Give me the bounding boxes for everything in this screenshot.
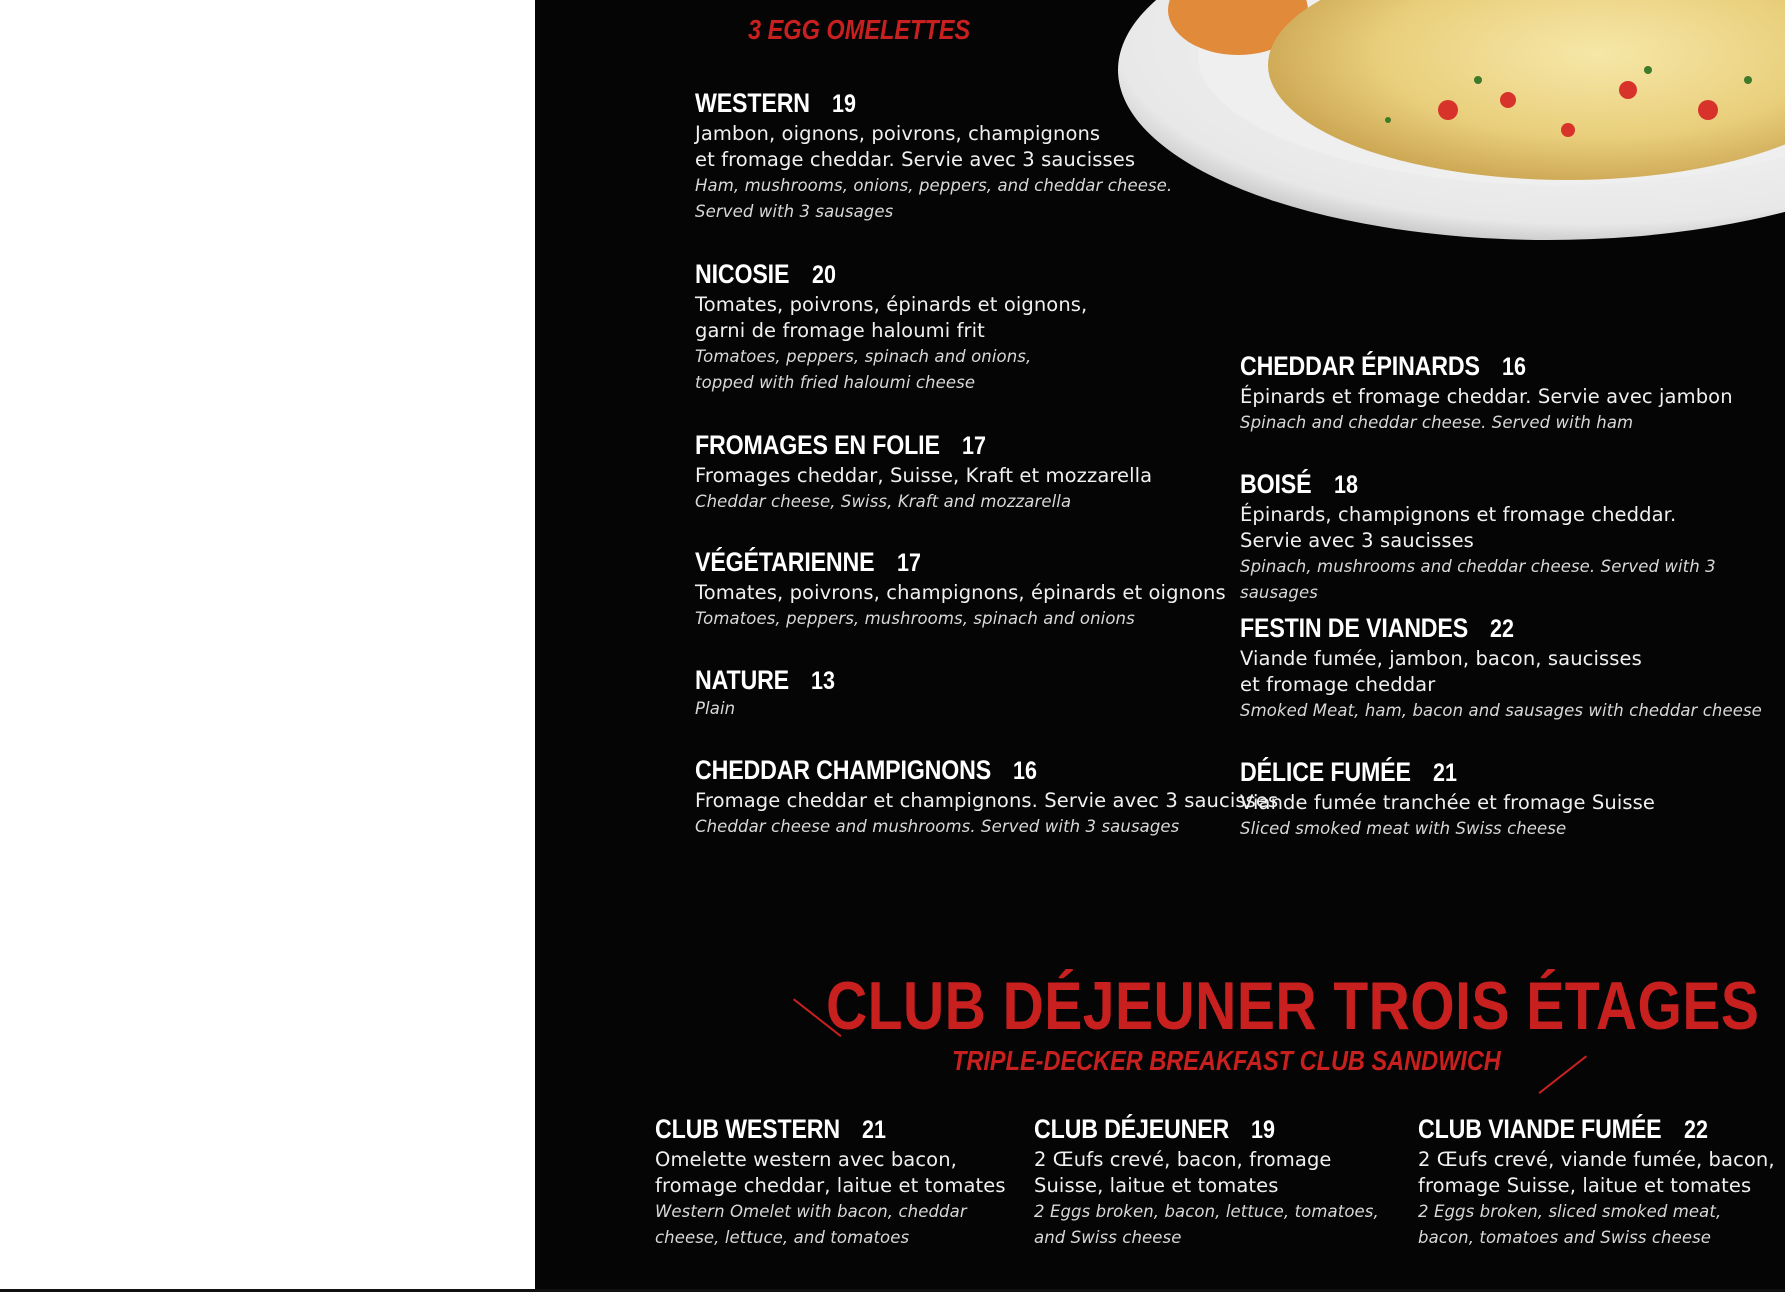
item-description-en: and Swiss cheese [1034, 1228, 1182, 1247]
item-description-fr: Fromage cheddar et champignons. Servie avec 3 saucisses [695, 789, 1279, 812]
item-price: 18 [1333, 471, 1358, 499]
item-price: 21 [1432, 759, 1457, 787]
item-name: CLUB WESTERN [655, 1114, 840, 1144]
item-description-en: Served with 3 sausages [695, 202, 894, 221]
item-description-fr: fromage cheddar, laitue et tomates [655, 1174, 1006, 1197]
item-description-en: Cheddar cheese, Swiss, Kraft and mozzarella [695, 492, 1072, 511]
club-section-title: CLUB DÉJEUNER TROIS ÉTAGES [826, 968, 1760, 1044]
item-heading [1240, 613, 1762, 644]
item-description-fr: Omelette western avec bacon, [655, 1148, 957, 1171]
item-name: FROMAGES EN FOLIE [695, 430, 940, 460]
item-heading [695, 88, 1172, 119]
item-heading [1240, 469, 1781, 500]
item-description-en: 2 Eggs broken, sliced smoked meat, [1418, 1202, 1722, 1221]
item-description-en: Plain [695, 699, 736, 718]
item-description-fr: et fromage cheddar. Servie avec 3 saucisses [695, 148, 1136, 171]
item-description-fr: Tomates, poivrons, épinards et oignons, [695, 293, 1088, 316]
item-name: VÉGÉTARIENNE [695, 547, 875, 577]
item-name: NATURE [695, 665, 789, 695]
menu-item [695, 755, 1278, 840]
omelette-plate-image [1088, 0, 1785, 280]
item-description-en: Cheddar cheese and mushrooms. Served with 3 sausages [695, 817, 1180, 836]
item-description-fr: 2 Œufs crevé, viande fumée, bacon, [1418, 1148, 1775, 1171]
item-heading [695, 259, 1087, 290]
item-description-fr: Épinards et fromage cheddar. Servie avec jambon [1240, 385, 1733, 408]
item-name: WESTERN [695, 88, 810, 118]
item-description-fr: et fromage cheddar [1240, 673, 1436, 696]
item-price: 17 [961, 432, 986, 460]
item-description-fr: Jambon, oignons, poivrons, champignons [695, 122, 1101, 145]
menu-item [1240, 757, 1655, 842]
item-description-en: Sliced smoked meat with Swiss cheese [1240, 819, 1567, 838]
item-description-en: topped with fried haloumi cheese [695, 373, 976, 392]
item-name: NICOSIE [695, 259, 790, 289]
item-heading [1418, 1114, 1775, 1145]
item-description-en: Tomatoes, peppers, mushrooms, spinach and onions [695, 609, 1135, 628]
item-name: CHEDDAR ÉPINARDS [1240, 351, 1480, 381]
item-heading [1240, 757, 1655, 788]
item-description-fr: Viande fumée, jambon, bacon, saucisses [1240, 647, 1642, 670]
item-description-fr: Viande fumée tranchée et fromage Suisse [1240, 791, 1655, 814]
menu-item [1240, 469, 1781, 606]
item-description-fr: 2 Œufs crevé, bacon, fromage [1034, 1148, 1332, 1171]
item-description-fr: fromage Suisse, laitue et tomates [1418, 1174, 1752, 1197]
item-price: 22 [1490, 615, 1514, 643]
item-price: 16 [1501, 353, 1526, 381]
item-heading [655, 1114, 1006, 1145]
menu-item [695, 88, 1172, 225]
item-description-en: Smoked Meat, ham, bacon and sausages with cheddar cheese [1240, 701, 1762, 720]
club-section-subtitle: TRIPLE-DECKER BREAKFAST CLUB SANDWICH [952, 1045, 1501, 1076]
item-heading [1240, 351, 1733, 382]
club-item [1418, 1114, 1775, 1251]
item-description-en: bacon, tomatoes and Swiss cheese [1418, 1228, 1712, 1247]
item-name: FESTIN DE VIANDES [1240, 613, 1469, 643]
item-name: BOISÉ [1240, 469, 1312, 499]
item-description-en: Spinach, mushrooms and cheddar cheese. Served with 3 sausages [1240, 557, 1716, 602]
item-description-en: Tomatoes, peppers, spinach and onions, [695, 347, 1032, 366]
item-name: CHEDDAR CHAMPIGNONS [695, 755, 992, 785]
item-description-fr: garni de fromage haloumi frit [695, 319, 985, 342]
item-price: 21 [861, 1116, 886, 1144]
item-description-en: 2 Eggs broken, bacon, lettuce, tomatoes, [1034, 1202, 1379, 1221]
menu-item [695, 430, 1152, 515]
item-description-en: Spinach and cheddar cheese. Served with ham [1240, 413, 1634, 432]
item-heading [695, 547, 1226, 578]
item-name: CLUB DÉJEUNER [1034, 1114, 1230, 1144]
menu-item [695, 259, 1087, 396]
menu-item [1240, 351, 1733, 436]
item-description-en: cheese, lettuce, and tomatoes [655, 1228, 910, 1247]
item-heading [1034, 1114, 1379, 1145]
menu-item [695, 547, 1226, 632]
item-heading [695, 665, 839, 696]
item-description-fr: Servie avec 3 saucisses [1240, 529, 1474, 552]
item-price: 19 [831, 90, 856, 118]
item-name: DÉLICE FUMÉE [1240, 757, 1411, 787]
item-description-fr: Suisse, laitue et tomates [1034, 1174, 1279, 1197]
item-description-fr: Épinards, champignons et fromage cheddar. [1240, 503, 1677, 526]
item-price: 22 [1683, 1116, 1708, 1144]
item-description-en: Western Omelet with bacon, cheddar [655, 1202, 967, 1221]
item-description-fr: Fromages cheddar, Suisse, Kraft et mozzarella [695, 464, 1153, 487]
item-price: 19 [1251, 1116, 1276, 1144]
item-name: CLUB VIANDE FUMÉE [1418, 1114, 1662, 1144]
menu-item [695, 665, 839, 722]
item-description-fr: Tomates, poivrons, champignons, épinards et oignons [695, 581, 1226, 604]
item-price: 13 [810, 667, 835, 695]
club-item [655, 1114, 1006, 1251]
club-item [1034, 1114, 1379, 1251]
item-price: 20 [811, 261, 836, 289]
item-price: 16 [1013, 757, 1037, 785]
omelettes-subtitle: 3 EGG OMELETTES [748, 14, 971, 45]
item-description-en: Ham, mushrooms, onions, peppers, and cheddar cheese. [695, 176, 1173, 195]
menu-item [1240, 613, 1762, 724]
item-heading [695, 430, 1152, 461]
item-heading [695, 755, 1278, 786]
item-price: 17 [896, 549, 921, 577]
